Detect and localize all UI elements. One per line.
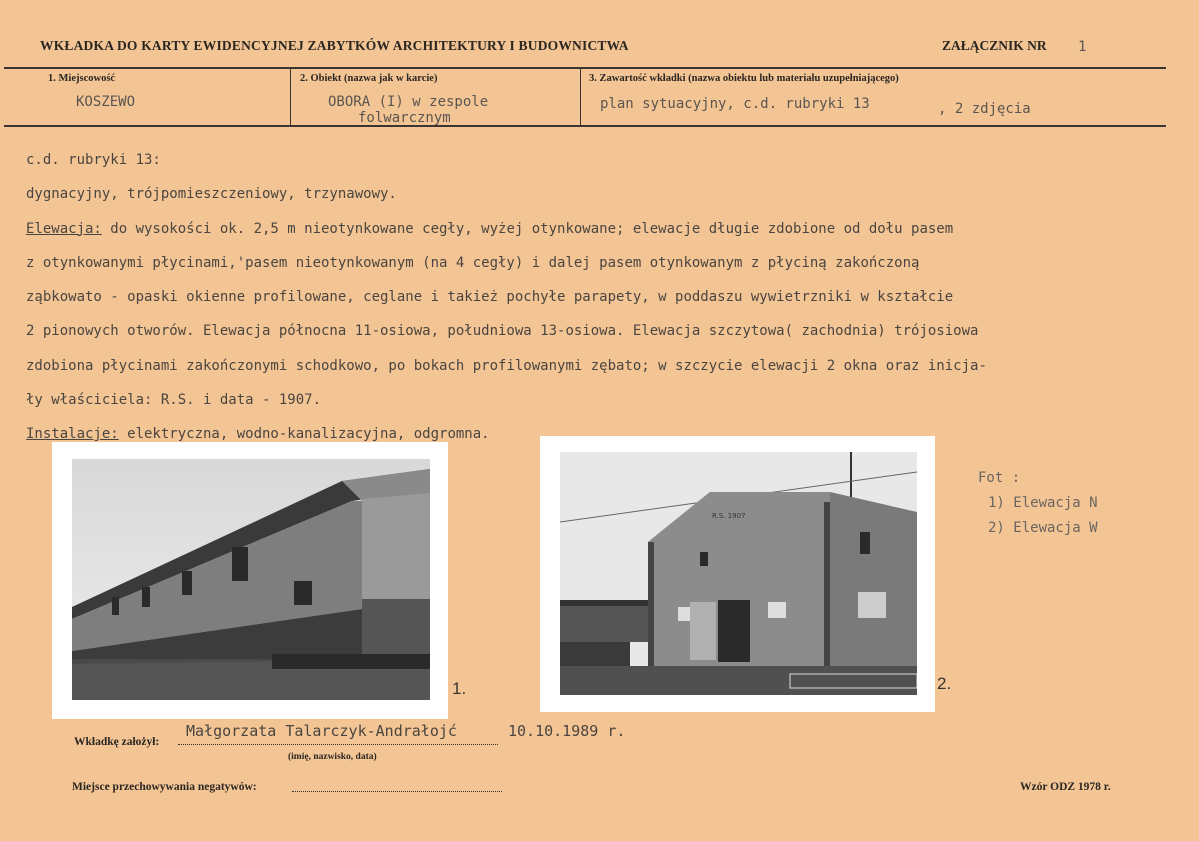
negatives-label: Miejsce przechowywania negatywów: [72,781,257,793]
body-line-9-text: elektryczna, wodno-kanalizacyjna, odgromna. [118,426,490,443]
photo-2-west-elevation [560,452,917,695]
body-line-8: ły właściciela: R.S. i data - 1907. [26,392,322,409]
field-object-label: 2. Obiekt (nazwa jak w karcie) [300,73,438,84]
signature-label: Wkładkę założył: [74,736,160,748]
body-line-2: dygnacyjny, trójpomieszczeniowy, trzynawowy. [26,186,397,203]
photo-captions-label: Fot : [978,470,1021,486]
photo-1-north-elevation [72,459,430,700]
document-title: WKŁADKA DO KARTY EWIDENCYJNEJ ZABYTKÓW ARCHITEKTURY I BUDOWNICTWA [40,38,629,53]
header-rule-bottom [4,125,1166,127]
field-location-label: 1. Miejscowość [48,73,116,84]
gable-initials: R.S. 1907 [712,512,746,520]
signature-date: 10.10.1989 r. [508,722,626,740]
signature-subtitle: (imię, nazwisko, data) [288,752,377,762]
signature-name: Małgorzata Talarczyk-Andrałojć [186,722,457,740]
body-line-5: ząbkowato - opaski okienne profilowane, ceglane i takież pochyłe parapety, w poddaszu wywietrzniki w kształcie [26,289,954,306]
body-line-3 [26,212,1176,246]
photo-caption-1: 1) Elewacja N [988,495,1098,511]
negatives-dotted-line [292,791,502,792]
body-line-1: c.d. rubryki 13: [26,152,161,168]
field-content-value: plan sytuacyjny, c.d. rubryki 13 [600,96,870,112]
field-location-value: KOSZEWO [76,94,136,110]
form-code: Wzór ODZ 1978 r. [1020,781,1111,793]
signature-dotted-line [178,744,498,745]
body-line-7: zdobiona płycinami zakończonymi schodkowo, po bokach profilowanymi zębato; w szczycie elewacji 2 okna oraz inicja- [26,357,987,374]
field-divider-1 [290,68,291,125]
body-line-4: z otynkowanymi płycinami,'pasem nieotynkowanym (na 4 cegły) i dalej pasem otynkowanym z płyciną zakończoną [26,254,920,271]
annex-number: 1 [1078,39,1087,55]
body-line-3-text: do wysokości ok. 2,5 m nieotynkowane cegły, wyżej otynkowane; elewacje długie zdobione od dołu pasem [101,220,954,237]
field-object-value-line2: folwarcznym [358,110,451,126]
field-divider-2 [580,68,581,125]
photo-2-number: 2. [937,674,952,693]
field-object-value-line1: OBORA (I) w zespole [328,94,489,110]
photo-caption-2: 2) Elewacja W [988,520,1098,536]
field-content-extra: , 2 zdjęcia [938,101,1031,117]
installations-heading: Instalacje: [26,426,119,443]
description-text [26,143,1176,452]
body-line-6: 2 pionowych otworów. Elewacja północna 11-osiowa, południowa 13-osiowa. Elewacja szczytowa( zachodnia) trójosiowa [26,323,979,340]
photo-captions [978,466,1098,541]
header-rule-top [4,67,1166,69]
elevation-heading: Elewacja: [26,220,102,237]
annex-label: ZAŁĄCZNIK NR [942,38,1047,53]
field-content-label: 3. Zawartość wkładki (nazwa obiektu lub materiału uzupełniającego) [589,73,899,84]
photo-1-number: 1. [452,679,467,698]
